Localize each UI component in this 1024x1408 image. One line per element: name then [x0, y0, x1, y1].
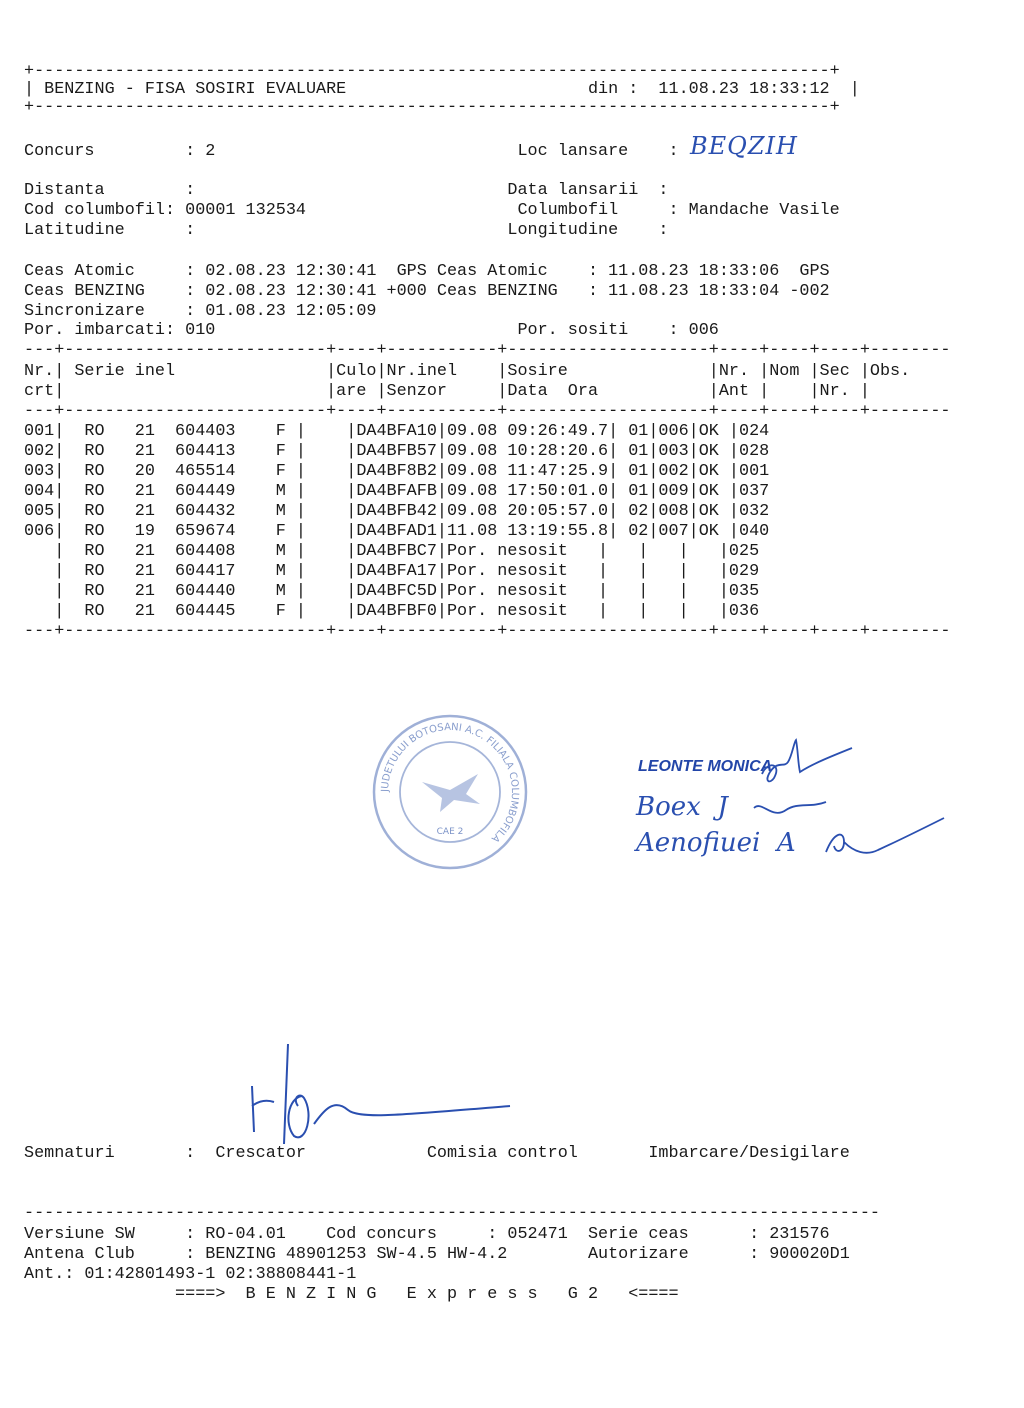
info-ceas-atomic: Ceas Atomic : 02.08.23 12:30:41 GPS Ceas Atomic : 11.08.23 18:33:06 GPS: [24, 262, 830, 281]
table-row: 005| RO 21 604432 M | |DA4BFB42|09.08 20:05:57.0| 02|008|OK |032: [24, 502, 770, 521]
table-row: 003| RO 20 465514 F | |DA4BF8B2|09.08 11:47:25.9| 01|002|OK |001: [24, 462, 770, 481]
table-row: 004| RO 21 604449 M | |DA4BFAFB|09.08 17:50:01.0| 01|009|OK |037: [24, 482, 770, 501]
loc-lansare-handwritten: BEQZIH: [690, 132, 798, 160]
header-title: | BENZING - FISA SOSIRI EVALUARE din : 11.08.23 18:33:12 |: [24, 80, 860, 99]
info-concurs: Concurs : 2 Loc lansare :: [24, 142, 679, 161]
footer-separator: -------------------------------------------------------------------------------------: [24, 1204, 880, 1223]
table-separator-mid: ---+--------------------------+----+-----------+--------------------+----+----+----+--------: [24, 402, 951, 421]
club-stamp: [370, 712, 530, 872]
header-border-top: +-------------------------------------------------------------------------------+: [24, 62, 840, 81]
stamp-ring-text: JUDETULUI BOTOSANI A.C. FILIALA COLUMBOFILA: [379, 721, 521, 845]
info-sincronizare: Sincronizare : 01.08.23 12:05:09: [24, 302, 377, 321]
bird-emblem-icon: [422, 774, 480, 812]
commission-line2-handwritten: Boex J: [636, 792, 728, 822]
commission-printed-name: LEONTE MONICA: [638, 758, 773, 775]
table-separator-top: ---+--------------------------+----+-----------+--------------------+----+----+----+--------: [24, 341, 951, 360]
table-separator-bottom: ---+--------------------------+----+-----------+--------------------+----+----+----+--------: [24, 622, 951, 641]
info-porumbei: Por. imbarcati: 010 Por. sositi : 006: [24, 321, 719, 340]
footer-brand: ====> B E N Z I N G E x p r e s s G 2 <====: [24, 1285, 679, 1304]
info-cod-columbofil: Cod columbofil: 00001 132534 Columbofil : Mandache Vasile: [24, 201, 840, 220]
signatures-line: Semnaturi : Crescator Comisia control Imbarcare/Desigilare: [24, 1144, 850, 1163]
table-header-row1: Nr.| Serie inel |Culo|Nr.inel |Sosire |Nr. |Nom |Sec |Obs.: [24, 362, 911, 381]
table-row: | RO 21 604440 M | |DA4BFC5D|Por. nesosit | | | |035: [24, 582, 760, 601]
table-row: | RO 21 604417 M | |DA4BFA17|Por. nesosit | | | |029: [24, 562, 760, 581]
table-row: | RO 21 604445 F | |DA4BFBF0|Por. nesosit | | | |036: [24, 602, 760, 621]
table-header-row2: crt| |are |Senzor |Data Ora |Ant | |Nr. |: [24, 382, 870, 401]
info-ceas-benzing: Ceas BENZING : 02.08.23 12:30:41 +000 Ceas BENZING : 11.08.23 18:33:04 -002: [24, 282, 830, 301]
header-border-bottom: +-------------------------------------------------------------------------------+: [24, 98, 840, 117]
info-distanta: Distanta : Data lansarii :: [24, 181, 669, 200]
table-row: | RO 21 604408 M | |DA4BFBC7|Por. nesosit | | | |025: [24, 542, 760, 561]
table-row: 001| RO 21 604403 F | |DA4BFA10|09.08 09:26:49.7| 01|006|OK |024: [24, 422, 770, 441]
commission-line3-handwritten: Aenofiuei A: [636, 828, 796, 858]
info-latitudine: Latitudine : Longitudine :: [24, 221, 669, 240]
footer-ant: Ant.: 01:42801493-1 02:38808441-1: [24, 1265, 357, 1284]
table-row: 006| RO 19 659674 F | |DA4BFAD1|11.08 13:19:55.8| 02|007|OK |040: [24, 522, 770, 541]
table-row: 002| RO 21 604413 F | |DA4BFB57|09.08 10:28:20.6| 01|003|OK |028: [24, 442, 770, 461]
signature-line3-tail: [820, 812, 950, 862]
signature-crescator: [240, 1040, 520, 1150]
signature-leonte: [760, 738, 860, 798]
stamp-center-text: CAE 2: [436, 827, 464, 837]
footer-antena: Antena Club : BENZING 48901253 SW-4.5 HW-4.2 Autorizare : 900020D1: [24, 1245, 850, 1264]
footer-versiune: Versiune SW : RO-04.01 Cod concurs : 052471 Serie ceas : 231576: [24, 1225, 830, 1244]
